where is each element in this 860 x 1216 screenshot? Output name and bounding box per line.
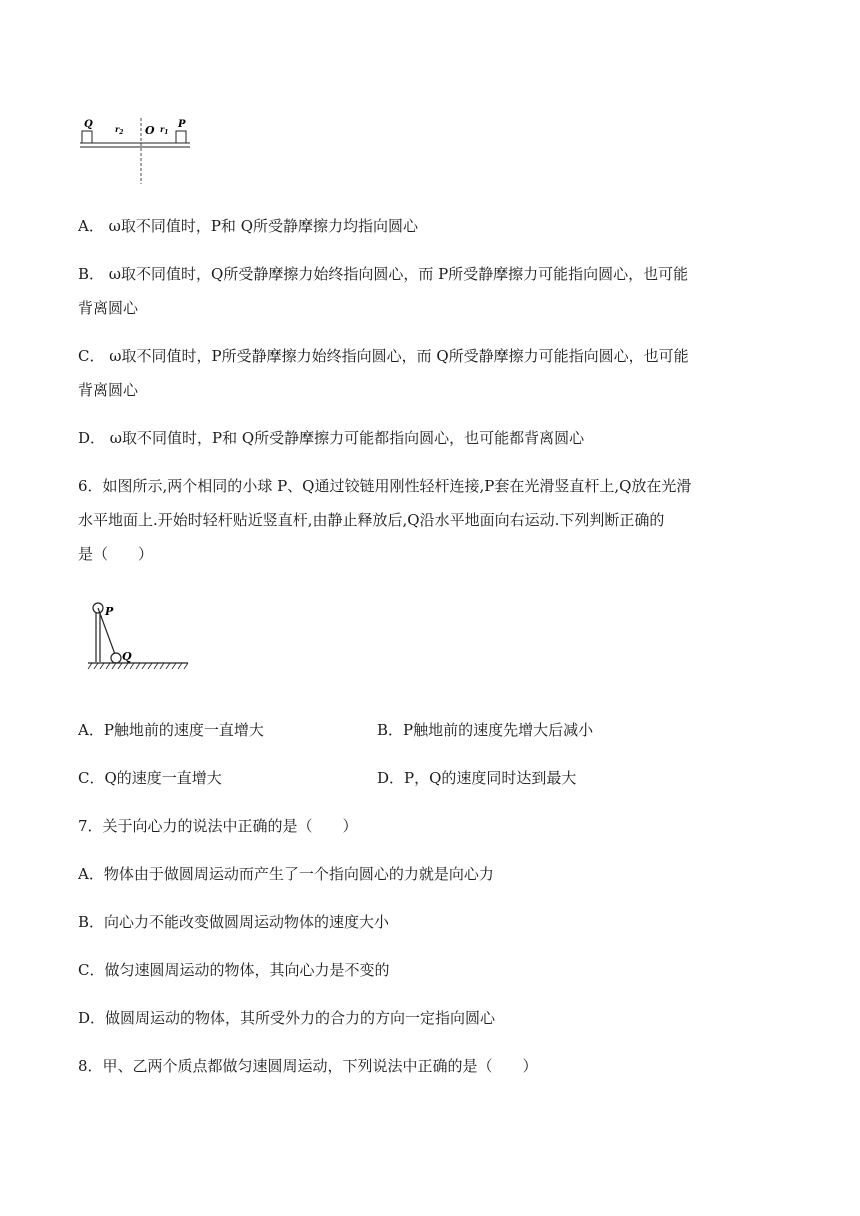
q7-option-b: B．向心力不能改变做圆周运动物体的速度大小	[78, 913, 390, 931]
q6-stem-line1: 6．如图所示,两个相同的小球 P、Q通过铰链用刚性轻杆连接,P套在光滑竖直杆上,Q放在光滑	[78, 477, 692, 495]
q5-option-a: A． ω取不同值时，P和 Q所受静摩擦力均指向圆心	[78, 217, 418, 235]
q7-option-a: A．物体由于做圆周运动而产生了一个指向圆心的力就是向心力	[78, 865, 494, 883]
q6-option-a: A．P触地前的速度一直增大	[78, 721, 264, 739]
label-r1: $r_1$	[160, 124, 169, 136]
q5-option-c-line1: C． ω取不同值时，P所受静摩擦力始终指向圆心，而 Q所受静摩擦力可能指向圆心，也可能	[78, 347, 689, 365]
q5-option-d: D． ω取不同值时，P和 Q所受静摩擦力可能都指向圆心，也可能都背离圆心	[78, 429, 585, 447]
label-r2: $r_2$	[115, 124, 124, 136]
q6-option-b: B．P触地前的速度先增大后减小	[377, 721, 594, 739]
label-o: O	[145, 124, 155, 137]
figure-turntable	[76, 112, 196, 188]
q5-option-b-line2: 背离圆心	[78, 299, 139, 317]
figure-rod-balls	[84, 598, 194, 674]
q7-option-c: C．做匀速圆周运动的物体，其向心力是不变的	[78, 961, 390, 979]
label-p: P	[178, 119, 186, 130]
label-q: Q	[84, 119, 93, 130]
q8-stem: 8．甲、乙两个质点都做匀速圆周运动，下列说法中正确的是（ ）	[78, 1057, 538, 1075]
block-q	[82, 131, 92, 143]
q7-stem: 7．关于向心力的说法中正确的是（ ）	[78, 817, 358, 835]
label-q: Q	[122, 650, 132, 663]
q5-option-b-line1: B． ω取不同值时，Q所受静摩擦力始终指向圆心，而 P所受静摩擦力可能指向圆心，也可能	[78, 265, 689, 283]
ball-q	[111, 653, 121, 663]
q6-option-c: C．Q的速度一直增大	[78, 769, 222, 787]
q6-stem-line3: 是（ ）	[78, 545, 154, 563]
q7-option-d: D．做圆周运动的物体，其所受外力的合力的方向一定指向圆心	[78, 1009, 496, 1027]
label-p: P	[105, 605, 114, 618]
q6-stem-line2: 水平地面上.开始时轻杆贴近竖直杆,由静止释放后,Q沿水平地面向右运动.下列判断正确的	[78, 511, 665, 529]
q5-option-c-line2: 背离圆心	[78, 381, 139, 399]
block-p	[176, 131, 186, 143]
q6-option-d: D．P，Q的速度同时达到最大	[377, 769, 577, 787]
